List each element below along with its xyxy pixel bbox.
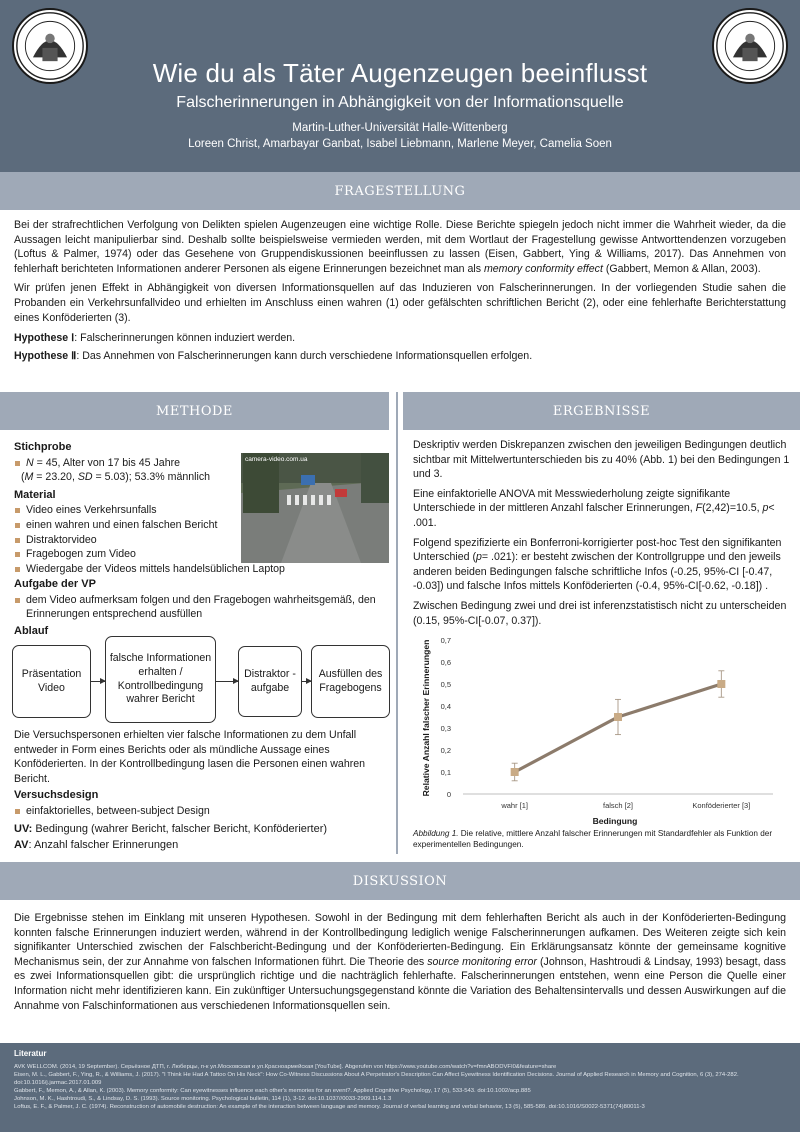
material-list: [14, 503, 285, 576]
reference-item: Johnson, M. K., Hashtroudi, S., & Lindsay, D. S. (1993). Source monitoring. Psychological bulletin, 114 (1), 3-12. doi:10.1037//0033-2909.114.1.3: [14, 1096, 392, 1102]
list-item: Video eines Verkehrsunfalls: [14, 503, 240, 518]
list-item: Wiedergabe der Videos mittels handelsüblichen Laptop: [14, 562, 240, 577]
y-tick-label: 0,7: [440, 636, 451, 645]
hypothesis-2: [14, 349, 786, 364]
material-heading: Material: [14, 488, 56, 501]
section-header-diskussion: DISKUSSION: [0, 862, 800, 900]
ergebnisse-paragraph-1: Deskriptiv werden Diskrepanzen zwischen den jeweiligen Bedingungen deutlich sichtbar mit Mittelwertunterschieden bis zu 40% (Abb. 1) bei den Bedingungen 1 und 3.: [413, 439, 790, 481]
y-tick-label: 0,6: [440, 658, 451, 667]
term-memory-conformity: memory conformity effect: [483, 262, 603, 275]
ergebnisse-text: [413, 438, 791, 633]
text-span: (2,42)=10.5,: [702, 502, 763, 515]
flow-step-questionnaire: Ausfüllen des Fragebogens: [311, 645, 390, 718]
literature-footer: [0, 1043, 800, 1132]
text-span: = 23.20,: [33, 471, 78, 484]
x-axis-label: Bedingung: [592, 816, 638, 826]
reference-item: Gabbert, F., Memon, A., & Allan, K. (2003). Memory conformity: Can eyewitnesses influence each other's memories for an event?. Applied Cognitive Psychology, 17 (5), 533-543. doi:10.1002/acp.885: [14, 1088, 531, 1094]
flow-step-distractor: Distraktor -aufgabe: [238, 646, 302, 717]
list-item: einfaktorielles, between-subject Design: [14, 804, 390, 819]
stichprobe-stats: [14, 470, 240, 485]
stichprobe-heading: Stichprobe: [14, 441, 72, 453]
fragestellung-text: [14, 218, 786, 368]
flow-arrow: [216, 681, 238, 682]
text-span: (: [21, 471, 25, 484]
plot-area: [441, 636, 773, 810]
flow-arrow: [302, 681, 311, 682]
av-label: AV: [14, 839, 29, 852]
y-tick-label: 0: [446, 790, 451, 799]
text-span: (Gabbert, Memon & Allan, 2003).: [602, 262, 761, 275]
term-source-monitoring: source monitoring error: [427, 955, 537, 968]
reference-item: Loftus, E. F., & Palmer, J. C. (1974). Reconstruction of automobile destruction: An example of the interaction between language and memory. Journal of verbal learning and verbal behavior, 13 (5), 585-589. doi:10.1016/S0022-5371(74)80011-3: [14, 1104, 645, 1110]
caption-text: Die relative, mittlere Anzahl falscher Erinnerungen mit Standardfehler als Funktion der experimentellen Bedingungen.: [413, 829, 773, 849]
data-point: [717, 680, 725, 688]
section-header-methode: METHODE: [0, 392, 389, 430]
x-tick-label: Konföderierter [3]: [692, 801, 751, 810]
data-point: [511, 768, 519, 776]
y-tick-label: 0,5: [440, 680, 451, 689]
fragestellung-paragraph-2: Wir prüfen jenen Effekt in Abhängigkeit von diversen Informationsquellen auf das Induzieren von Falscherinnerungen. In der vorliegenden Studie sahen die Probanden ein Verkehrsunfallvideo und erhielten im Anschluss einen wahren (1) oder gefälschten schriftlichen Bericht (2), oder eine fehlerhafte Berichterstattung eines Konföderierten (3).: [14, 282, 786, 324]
y-tick-label: 0,1: [440, 768, 451, 777]
ergebnisse-paragraph-3: [413, 536, 791, 594]
av-text: : Anzahl falscher Erinnerungen: [28, 839, 179, 852]
caption-label: Abbildung 1.: [413, 829, 459, 838]
hypothesis-1: [14, 331, 786, 346]
figure-caption: [413, 829, 793, 850]
text-span: F: [695, 502, 703, 515]
stichprobe-list: [14, 456, 240, 471]
list-item: Fragebogen zum Video: [14, 547, 240, 562]
list-item: dem Video aufmerksam folgen und den Fragebogen wahrheitsgemäß, den Erinnerungen entsprechend ausfüllen: [14, 593, 390, 622]
y-tick-label: 0,3: [440, 724, 451, 733]
column-divider: [396, 392, 398, 854]
poster-title: Wie du als Täter Augenzeugen beeinflusst: [152, 58, 648, 88]
text-span: (Johnson, Hashtroudi & Lindsay, 1993) besagt, dass es zwei Informationsquellen gibt: die ursprünglich richtige und die nachträglich fehlerhafte. Falscherinnerungen entstehen, wenn eine Person die Quelle einer Information nicht mehr identifizieren kann. Ein zukünftiger Untersuchungsgegenstand könnte die Variation des Behaltensintervalls und dessen Auswirkungen auf die Annahme von Falschinformationen aus verschiedenen Informationsquellen sein.: [14, 955, 786, 1012]
hypothesis-label: Hypothese Ⅱ: [14, 349, 77, 362]
y-tick-label: 0,4: [440, 702, 451, 711]
data-point: [614, 713, 622, 721]
hypothesis-text: : Falscherinnerungen können induziert werden.: [74, 332, 296, 345]
list-item: Distraktorvideo: [14, 533, 240, 548]
reference-item: Eisen, M. L., Gabbert, F., Ying, R., & Williams, J. (2017). "I Think He Had A Tattoo On His Neck": How Co-Witness Discussions About A Perpetrator's Description Can Affect Eyewitness Identification Decisions. Journal of Applied Research in Memory and Cognition, 6 (3), 274-282. doi:10.1016/j.jarmac.2017.01.009: [14, 1072, 739, 1086]
hypothesis-text: : Das Annehmen von Falscherinnerungen kann durch verschiedene Informationsquellen erfolgen.: [76, 349, 533, 362]
methode-aufgabe: [14, 575, 390, 639]
ergebnisse-paragraph-2: [413, 487, 791, 531]
literature-heading: Literatur: [14, 1049, 47, 1058]
y-axis-label: Relative Anzahl falscher Erinnerungen: [421, 639, 431, 797]
y-tick-label: 0,2: [440, 746, 451, 755]
uv-line: [14, 822, 390, 837]
text-span: = .021): er besteht zwischen der Kontrollgruppe und den jeweils anderen beiden Bedingungen falsche schriftliche Infos (-0.25, 95%-CI [-0.47, -0.03]) und falsche Infos mittels Konföderierten (-0.4, 95%-CI[-0.62, -0.18]) .: [413, 551, 781, 593]
list-item: [14, 456, 240, 471]
section-header-ergebnisse: ERGEBNISSE: [403, 392, 800, 430]
aufgabe-heading: Aufgabe der VP: [14, 578, 96, 590]
flow-step-presentation: Präsentation Video: [12, 645, 91, 718]
design-list: [14, 804, 390, 819]
text-span: N: [26, 456, 34, 469]
text-span: SD: [77, 471, 93, 484]
uv-label: UV:: [14, 822, 33, 835]
diskussion-text: [14, 911, 786, 1018]
hypothesis-label: Hypothese Ⅰ: [14, 332, 75, 345]
text-span: p: [762, 502, 769, 515]
fragestellung-paragraph-1: [14, 218, 786, 276]
text-span: = 5.03); 53.3% männlich: [92, 471, 211, 484]
methode-ablauf-design: [14, 728, 390, 858]
ablauf-heading: Ablauf: [14, 624, 49, 637]
text-span: Die Ergebnisse stehen im Einklang mit unseren Hypothesen. Sowohl in der Bedingung mit dem fehlerhaften Bericht als auch in der Konföderierten-Bedingung konnten falsche Erinnerungen induziert werden, während in der Kontrollbedingung lediglich wenige Falscherinnerungen aufkamen. Des Weiteren zeigte sich kein signifikanter Unterschied zwischen der Falschbericht-Bedingung und der Konföderierten-Bedingung. Ein Erklärungsansatz könnte der gemeinsame kognitive Mechanismus sein, der zur Annahme von falschen Informationen führt. Die Theorie des: [14, 912, 786, 968]
flow-step-information: falsche Informationen erhalten / Kontrollbedingung wahrer Bericht: [105, 636, 216, 723]
aufgabe-list: [14, 593, 390, 622]
reference-item: AVK WELLCOM. (2014, 19 September). Серьёзное ДТП, г. Люберцы, п-к ул.Московская и ул.Красноармейская [YouTube]. Abgerufen von https://www.youtube.com/watch?v=fmnABODVFI0&feature=share: [14, 1064, 557, 1070]
text-span: M: [24, 471, 34, 484]
uv-text: Bedingung (wahrer Bericht, falscher Bericht, Konföderierter): [32, 822, 328, 835]
video-watermark: camera-video.com.ua: [245, 456, 308, 463]
flow-arrow: [91, 681, 105, 682]
poster-header: [0, 0, 800, 172]
section-header-fragestellung: FRAGESTELLUNG: [0, 172, 800, 210]
x-tick-label: falsch [2]: [602, 801, 634, 810]
accident-video-still: [241, 453, 389, 563]
university-name: Martin-Luther-Universität Halle-Wittenberg: [292, 122, 508, 134]
text-span: < .001.: [413, 502, 775, 529]
text-span: Bei der strafrechtlichen Verfolgung von Delikten spielen Augenzeugen eine wichtige Rolle. Diese Berichte spiegeln jedoch nicht immer die Wahrheit wieder, da die Aussagen leicht manipulierbar sind. Deshalb sollte beispielsweise vermieden werden, mit dem Wortlaut der Fragestellung gewisse Antworttendenzen vorzugeben (Loftus & Palmer, 1974) oder das Gesehene von Gruppendiskussionen beeinflussen zu lassen (Eisen, Gabbert, Ying & Williams, 2017). Das Annehmen von fehlerhaft berichteten Informationen anderer Personen als eigene Erinnerungen bezeichnet man als: [14, 219, 786, 275]
diskussion-paragraph: [14, 911, 786, 1013]
author-list: Loreen Christ, Amarbayar Ganbat, Isabel Liebmann, Marlene Meyer, Camelia Soen: [188, 138, 612, 150]
x-tick-label: wahr [1]: [501, 801, 529, 810]
design-heading: Versuchsdesign: [14, 789, 99, 802]
poster-subtitle: Falscherinnerungen in Abhängigkeit von der Informationsquelle: [176, 94, 624, 111]
ablauf-text: Die Versuchspersonen erhielten vier falsche Informationen zu dem Unfall entweder in Form eines Berichts oder als mündliche Aussage eines Konföderierten. In der Kontrollbedingung lasen die Personen einen wahren Bericht.: [14, 729, 366, 785]
text-span: p: [476, 551, 482, 564]
av-line: [14, 838, 390, 853]
text-span: = 45, Alter von 17 bis 45 Jahre: [33, 456, 181, 469]
list-item: einen wahren und einen falschen Bericht: [14, 518, 240, 533]
text-span: Folgend spezifizierte ein Bonferroni-korrigierter post-hoc Test den signifikanten Unterschied (: [413, 536, 782, 564]
false-memory-line-chart: [413, 626, 793, 826]
text-span: Eine einfaktorielle ANOVA mit Messwiederholung zeigte signifikante Unterschiede in der mittleren Anzahl falscher Erinnerungen,: [413, 487, 731, 515]
ergebnisse-paragraph-4: Zwischen Bedingung zwei und drei ist inferenzstatistisch nicht zu unterscheiden (0.15, 95%-CI[-0.07, 0.37]).: [413, 599, 787, 627]
